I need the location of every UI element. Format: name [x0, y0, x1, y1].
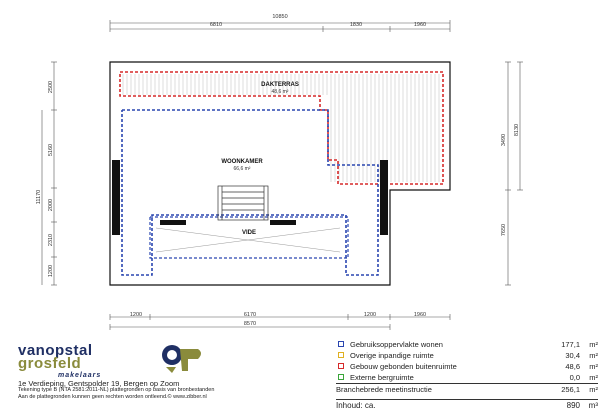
legend-unit: m²	[589, 362, 598, 371]
plan-disclaimer: Aan de plattegronden kunnen geen rechten worden ontleend.© www.zibber.nl	[18, 394, 207, 400]
top-dimensions	[110, 20, 450, 32]
legend-row-berg	[336, 372, 598, 383]
dim-left-e: 1200	[48, 264, 54, 278]
brand-logo	[18, 342, 208, 378]
logo-line-3: makelaars	[58, 372, 102, 379]
plan-note-type: Tekening type B (NTA 2581:2011-NL) plattegronden op basis van bronbestanden	[18, 387, 215, 393]
legend-value: 177,1	[561, 340, 580, 349]
legend-value: 30,4	[565, 351, 580, 360]
dim-top-b: 1830	[349, 22, 363, 28]
legend-unit: m²	[589, 373, 598, 382]
dim-left-total: 11170	[36, 189, 42, 205]
dim-bottom-total: 8570	[243, 321, 257, 327]
dim-right-total: 8130	[514, 123, 520, 137]
dim-bottom-c: 1200	[363, 312, 377, 318]
legend-total-value: 256,1	[561, 385, 580, 394]
dim-left-a: 2500	[48, 80, 54, 94]
legend-swatch-berg	[338, 374, 344, 380]
legend-total-label: Branchebrede meetinstructie	[336, 385, 432, 394]
legend-content-unit: m³	[588, 401, 598, 410]
right-dimensions	[505, 62, 523, 285]
left-dimensions	[42, 62, 57, 285]
bottom-dimensions	[110, 314, 450, 330]
legend-row-buiten	[336, 361, 598, 372]
legend-unit: m²	[589, 340, 598, 349]
legend-content-value: 890	[566, 401, 580, 410]
void-name: VIDE	[241, 230, 257, 236]
dim-top-a: 6810	[209, 22, 223, 28]
legend-content-label: Inhoud: ca.	[336, 401, 376, 410]
legend-swatch-buiten	[338, 363, 344, 369]
legend-swatch-wonen	[338, 341, 344, 347]
legend-row-overige	[336, 350, 598, 361]
legend-label: Overige inpandige ruimte	[350, 351, 434, 360]
area-legend	[336, 339, 598, 411]
dim-right-a: 3490	[501, 133, 507, 147]
logo-line-2: grosfeld	[18, 355, 82, 372]
legend-label: Gebouw gebonden buitenruimte	[350, 362, 457, 371]
legend-label: Gebruiksoppervlakte wonen	[350, 340, 443, 349]
legend-unit: m²	[589, 351, 598, 360]
legend-row-wonen	[336, 339, 598, 350]
living-area: 66,6 m²	[233, 166, 251, 172]
dim-bottom-b: 6170	[243, 312, 257, 318]
plan-title: 1e Verdieping, Gentspolder 19, Bergen op Zoom	[18, 379, 180, 388]
dim-left-b: 5160	[48, 143, 54, 157]
legend-label: Externe bergruimte	[350, 373, 414, 382]
terrace-name: DAKTERRAS	[261, 82, 299, 88]
legend-row-total	[336, 383, 598, 395]
dim-left-c: 2000	[48, 198, 54, 212]
dim-bottom-a: 1200	[129, 312, 143, 318]
legend-value: 0,0	[569, 373, 580, 382]
logo-mark-icon	[158, 343, 206, 373]
legend-value: 48,6	[565, 362, 580, 371]
dim-right-b: 7650	[501, 223, 507, 237]
living-name: WOONKAMER	[221, 159, 263, 165]
dim-top-total: 10850	[272, 14, 288, 20]
legend-row-content	[336, 399, 598, 411]
dim-bottom-d: 1960	[413, 312, 427, 318]
legend-total-unit: m²	[589, 385, 598, 394]
dim-left-d: 2310	[48, 233, 54, 247]
logo-line-1: vanopstal	[18, 342, 93, 359]
terrace-area: 48,6 m²	[271, 89, 289, 95]
legend-swatch-overige	[338, 352, 344, 358]
dim-top-c: 1960	[413, 22, 427, 28]
